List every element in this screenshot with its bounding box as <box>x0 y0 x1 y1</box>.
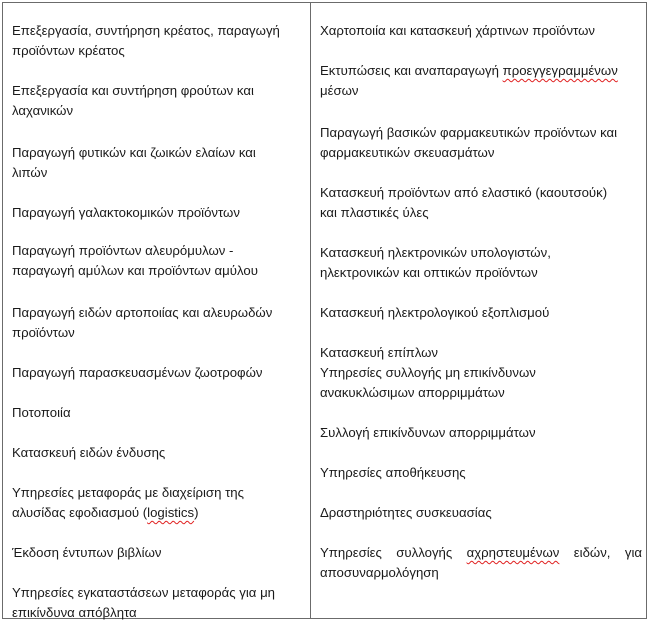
useless-items-word: αχρηστευμένων <box>466 545 560 560</box>
left-cell-10-line-1: Υπηρεσίες μεταφοράς με διαχείριση της <box>12 485 244 500</box>
right-cell-4-line-2: και πλαστικές ύλες <box>320 205 429 220</box>
right-cell-9-line-1: Συλλογή επικίνδυνων απορριμμάτων <box>320 425 536 440</box>
left-cell-11-line-1: Έκδοση έντυπων βιβλίων <box>12 545 162 560</box>
right-cell-3-line-1: Παραγωγή βασικών φαρμακευτικών προϊόντων και <box>320 125 618 140</box>
right-cell-4-line-1: Κατασκευή προϊόντων από ελαστικό (καουτσούκ) <box>320 185 608 200</box>
right-cell-5-line-2: ηλεκτρονικών και οπτικών προϊόντων <box>320 265 538 280</box>
left-cell-12-line-2: επικίνδυνα απόβλητα <box>12 605 137 620</box>
left-cell-3 <box>12 143 302 183</box>
right-cell-8 <box>320 363 642 403</box>
left-cell-1-line-1: Επεξεργασία, συντήρηση κρέατος, παραγωγή <box>12 23 280 38</box>
left-cell-5-line-2: παραγωγή αμύλων και προϊόντων αμύλου <box>12 263 258 278</box>
left-cell-2 <box>12 81 302 121</box>
right-cell-4 <box>320 183 642 223</box>
column-divider <box>310 3 311 618</box>
right-cell-1 <box>320 21 642 41</box>
collection-word-1: Υπηρεσίες <box>320 545 382 560</box>
right-cell-9 <box>320 423 642 443</box>
left-cell-11 <box>12 543 302 563</box>
right-cell-2-line-1 <box>320 61 642 81</box>
left-cell-5-line-1: Παραγωγή προϊόντων αλευρόμυλων - <box>12 243 234 258</box>
left-cell-10 <box>12 483 302 523</box>
left-cell-6-line-1: Παραγωγή ειδών αρτοποιίας και αλευρωδών <box>12 305 273 320</box>
left-cell-6-line-2: προϊόντων <box>12 325 75 340</box>
left-cell-6 <box>12 303 302 343</box>
right-cell-7-line-1: Κατασκευή επίπλων <box>320 345 439 360</box>
left-cell-2-line-2: λαχανικών <box>12 103 74 118</box>
right-cell-2 <box>320 61 642 101</box>
prerecorded-word: προεγγεγραμμένων <box>502 63 618 78</box>
logistics-prefix: αλυσίδας εφοδιασμού ( <box>12 505 148 520</box>
logistics-word: logistics <box>147 505 195 520</box>
collection-word-2: συλλογής <box>396 545 453 560</box>
right-cell-11 <box>320 503 642 523</box>
right-cell-12-line-2: αποσυναρμολόγηση <box>320 565 439 580</box>
right-cell-6 <box>320 303 642 323</box>
left-cell-5 <box>12 241 302 281</box>
left-cell-1 <box>12 21 302 61</box>
right-cell-8-line-1: Υπηρεσίες συλλογής μη επικίνδυνων <box>320 365 536 380</box>
left-cell-4 <box>12 203 302 223</box>
activities-table <box>2 2 647 619</box>
right-cell-10 <box>320 463 642 483</box>
left-cell-9 <box>12 443 302 463</box>
left-cell-4-line-1: Παραγωγή γαλακτοκομικών προϊόντων <box>12 205 240 220</box>
left-cell-8 <box>12 403 302 423</box>
collection-word-4: ειδών, <box>573 545 611 560</box>
right-cell-7 <box>320 343 642 363</box>
left-cell-12-line-1: Υπηρεσίες εγκαταστάσεων μεταφοράς για μη <box>12 585 276 600</box>
left-cell-1-line-2: προϊόντων κρέατος <box>12 43 125 58</box>
print-prefix: Εκτυπώσεις και αναπαραγωγή <box>320 63 503 78</box>
right-cell-8-line-2: ανακυκλώσιμων απορριμμάτων <box>320 385 505 400</box>
left-cell-10-line-2 <box>12 503 302 523</box>
left-cell-12 <box>12 583 302 623</box>
collection-word-5: για <box>624 545 642 560</box>
right-cell-3 <box>320 123 642 163</box>
right-cell-5-line-1: Κατασκευή ηλεκτρονικών υπολογιστών, <box>320 245 551 260</box>
right-cell-11-line-1: Δραστηριότητες συσκευασίας <box>320 505 492 520</box>
left-cell-8-line-1: Ποτοποιία <box>12 405 71 420</box>
right-cell-10-line-1: Υπηρεσίες αποθήκευσης <box>320 465 466 480</box>
left-cell-9-line-1: Κατασκευή ειδών ένδυσης <box>12 445 166 460</box>
left-cell-7 <box>12 363 302 383</box>
right-cell-6-line-1: Κατασκευή ηλεκτρολογικού εξοπλισμού <box>320 305 550 320</box>
left-cell-3-line-2: λιπών <box>12 165 48 180</box>
right-cell-3-line-2: φαρμακευτικών σκευασμάτων <box>320 145 495 160</box>
right-cell-1-line-1: Χαρτοποιία και κατασκευή χάρτινων προϊόντων <box>320 23 595 38</box>
left-cell-7-line-1: Παραγωγή παρασκευασμένων ζωοτροφών <box>12 365 263 380</box>
right-cell-5 <box>320 243 642 283</box>
right-cell-12-line-1 <box>320 543 642 563</box>
right-cell-2-line-2: μέσων <box>320 83 359 98</box>
right-cell-12 <box>320 543 642 583</box>
left-cell-3-line-1: Παραγωγή φυτικών και ζωικών ελαίων και <box>12 145 256 160</box>
left-cell-2-line-1: Επεξεργασία και συντήρηση φρούτων και <box>12 83 254 98</box>
logistics-suffix: ) <box>194 505 199 520</box>
